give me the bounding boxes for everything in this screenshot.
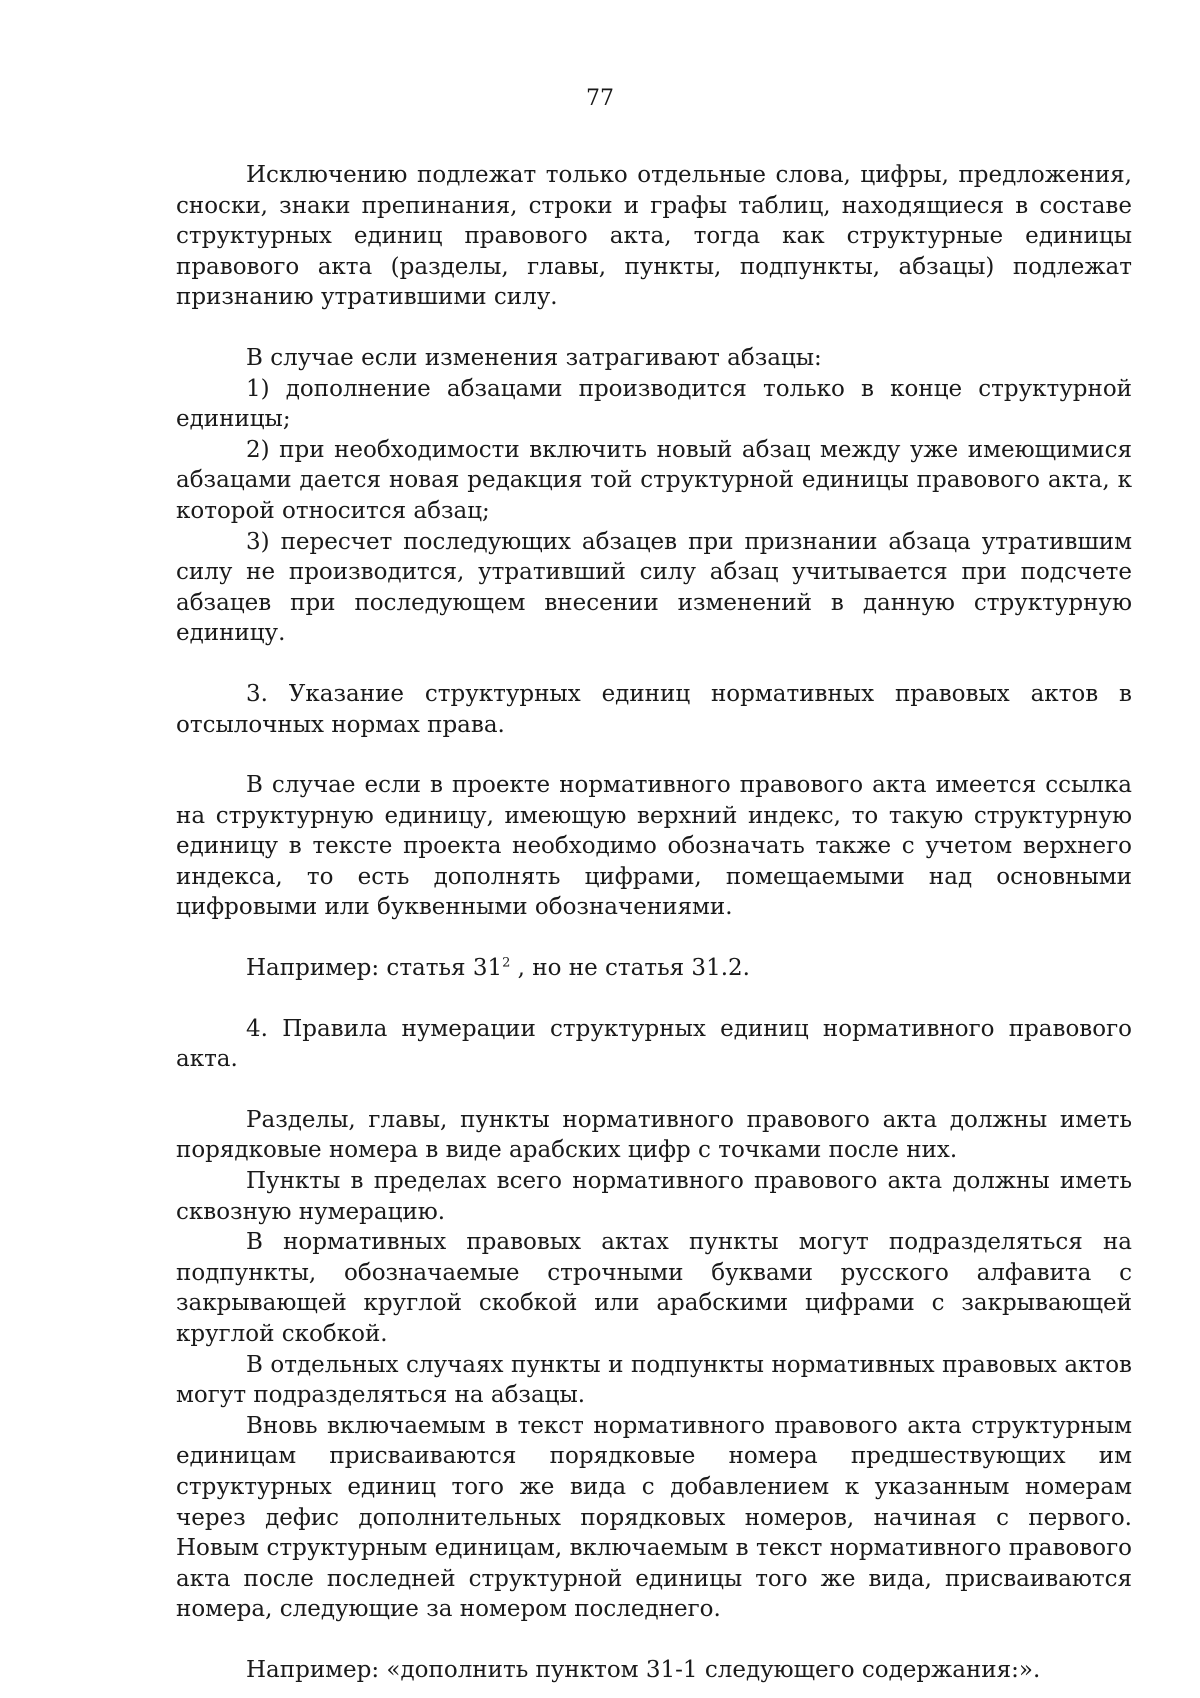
section-heading-3: 3. Указание структурных единиц нормативных правовых актов в отсылочных нормах права. bbox=[176, 680, 1132, 738]
paragraph-abzac-intro: В случае если изменения затрагивают абзацы: bbox=[246, 344, 822, 371]
page-number: 77 bbox=[586, 86, 614, 111]
paragraph-abzacy: В отдельных случаях пункты и подпункты нормативных правовых актов могут подразделяться на абзацы. bbox=[176, 1351, 1132, 1409]
paragraph-exclusion-rule: Исключению подлежат только отдельные слова, цифры, предложения, сноски, знаки препинания, строки и графы таблиц, находящиеся в составе структурных единиц правового акта, тогда как структурные единицы правового акта (разделы, главы, пункты, подпункты, абзацы) подлежат признанию утратившими силу. bbox=[176, 162, 1132, 311]
section-heading-4: 4. Правила нумерации структурных единиц нормативного правового акта. bbox=[176, 1015, 1132, 1073]
superscript-index: 2 bbox=[502, 955, 511, 971]
paragraph-subpoints: В нормативных правовых актах пункты могут подразделяться на подпункты, обозначаемые строчными буквами русского алфавита с закрывающей круглой скобкой или арабскими цифрами с закрывающей круглой скобкой. bbox=[176, 1229, 1132, 1347]
example-new-point: Например: «дополнить пунктом 31-1 следующего содержания:». bbox=[246, 1656, 1041, 1683]
list-item-1: 1) дополнение абзацами производится только в конце структурной единицы; bbox=[176, 375, 1132, 433]
paragraph-continuous-numbering: Пункты в пределах всего нормативного правового акта должны иметь сквозную нумерацию. bbox=[176, 1168, 1132, 1225]
paragraph-superscript-rule: В случае если в проекте нормативного правового акта имеется ссылка на структурную единицу, имеющую верхний индекс, то такую структурную единицу в тексте проекта необходимо обозначать также с учетом верхнего индекса, то есть дополнять цифрами, помещаемыми над основными цифровыми или буквенными обозначениями. bbox=[176, 772, 1132, 921]
document-body bbox=[176, 160, 1132, 1686]
paragraph-new-units: Вновь включаемым в текст нормативного правового акта структурным единицам присваиваются порядковые номера предшествующих им структурных единиц того же вида с добавлением к указанным номерам через дефис дополнительных порядковых номеров, начиная с первого. Новым структурным единицам, включаемым в текст нормативного правового акта после последней структурной единицы того же вида, присваиваются номера, следующие за номером последнего. bbox=[176, 1412, 1132, 1623]
list-item-2: 2) при необходимости включить новый абзац между уже имеющимися абзацами дается новая редакция той структурной единицы правового акта, к которой относится абзац; bbox=[176, 436, 1132, 524]
example-text-after: , но не статья 31.2. bbox=[510, 955, 750, 982]
paragraph-numbering-sections: Разделы, главы, пункты нормативного правового акта должны иметь порядковые номера в виде арабских цифр с точками после них. bbox=[176, 1106, 1132, 1164]
example-superscript bbox=[176, 953, 1132, 984]
example-text-before: Например: статья 31 bbox=[246, 955, 503, 982]
list-item-3: 3) пересчет последующих абзацев при признании абзаца утратившим силу не производится, утративший силу абзац учитывается при подсчете абзацев при последующем внесении изменений в данную структурную единицу. bbox=[176, 528, 1132, 647]
